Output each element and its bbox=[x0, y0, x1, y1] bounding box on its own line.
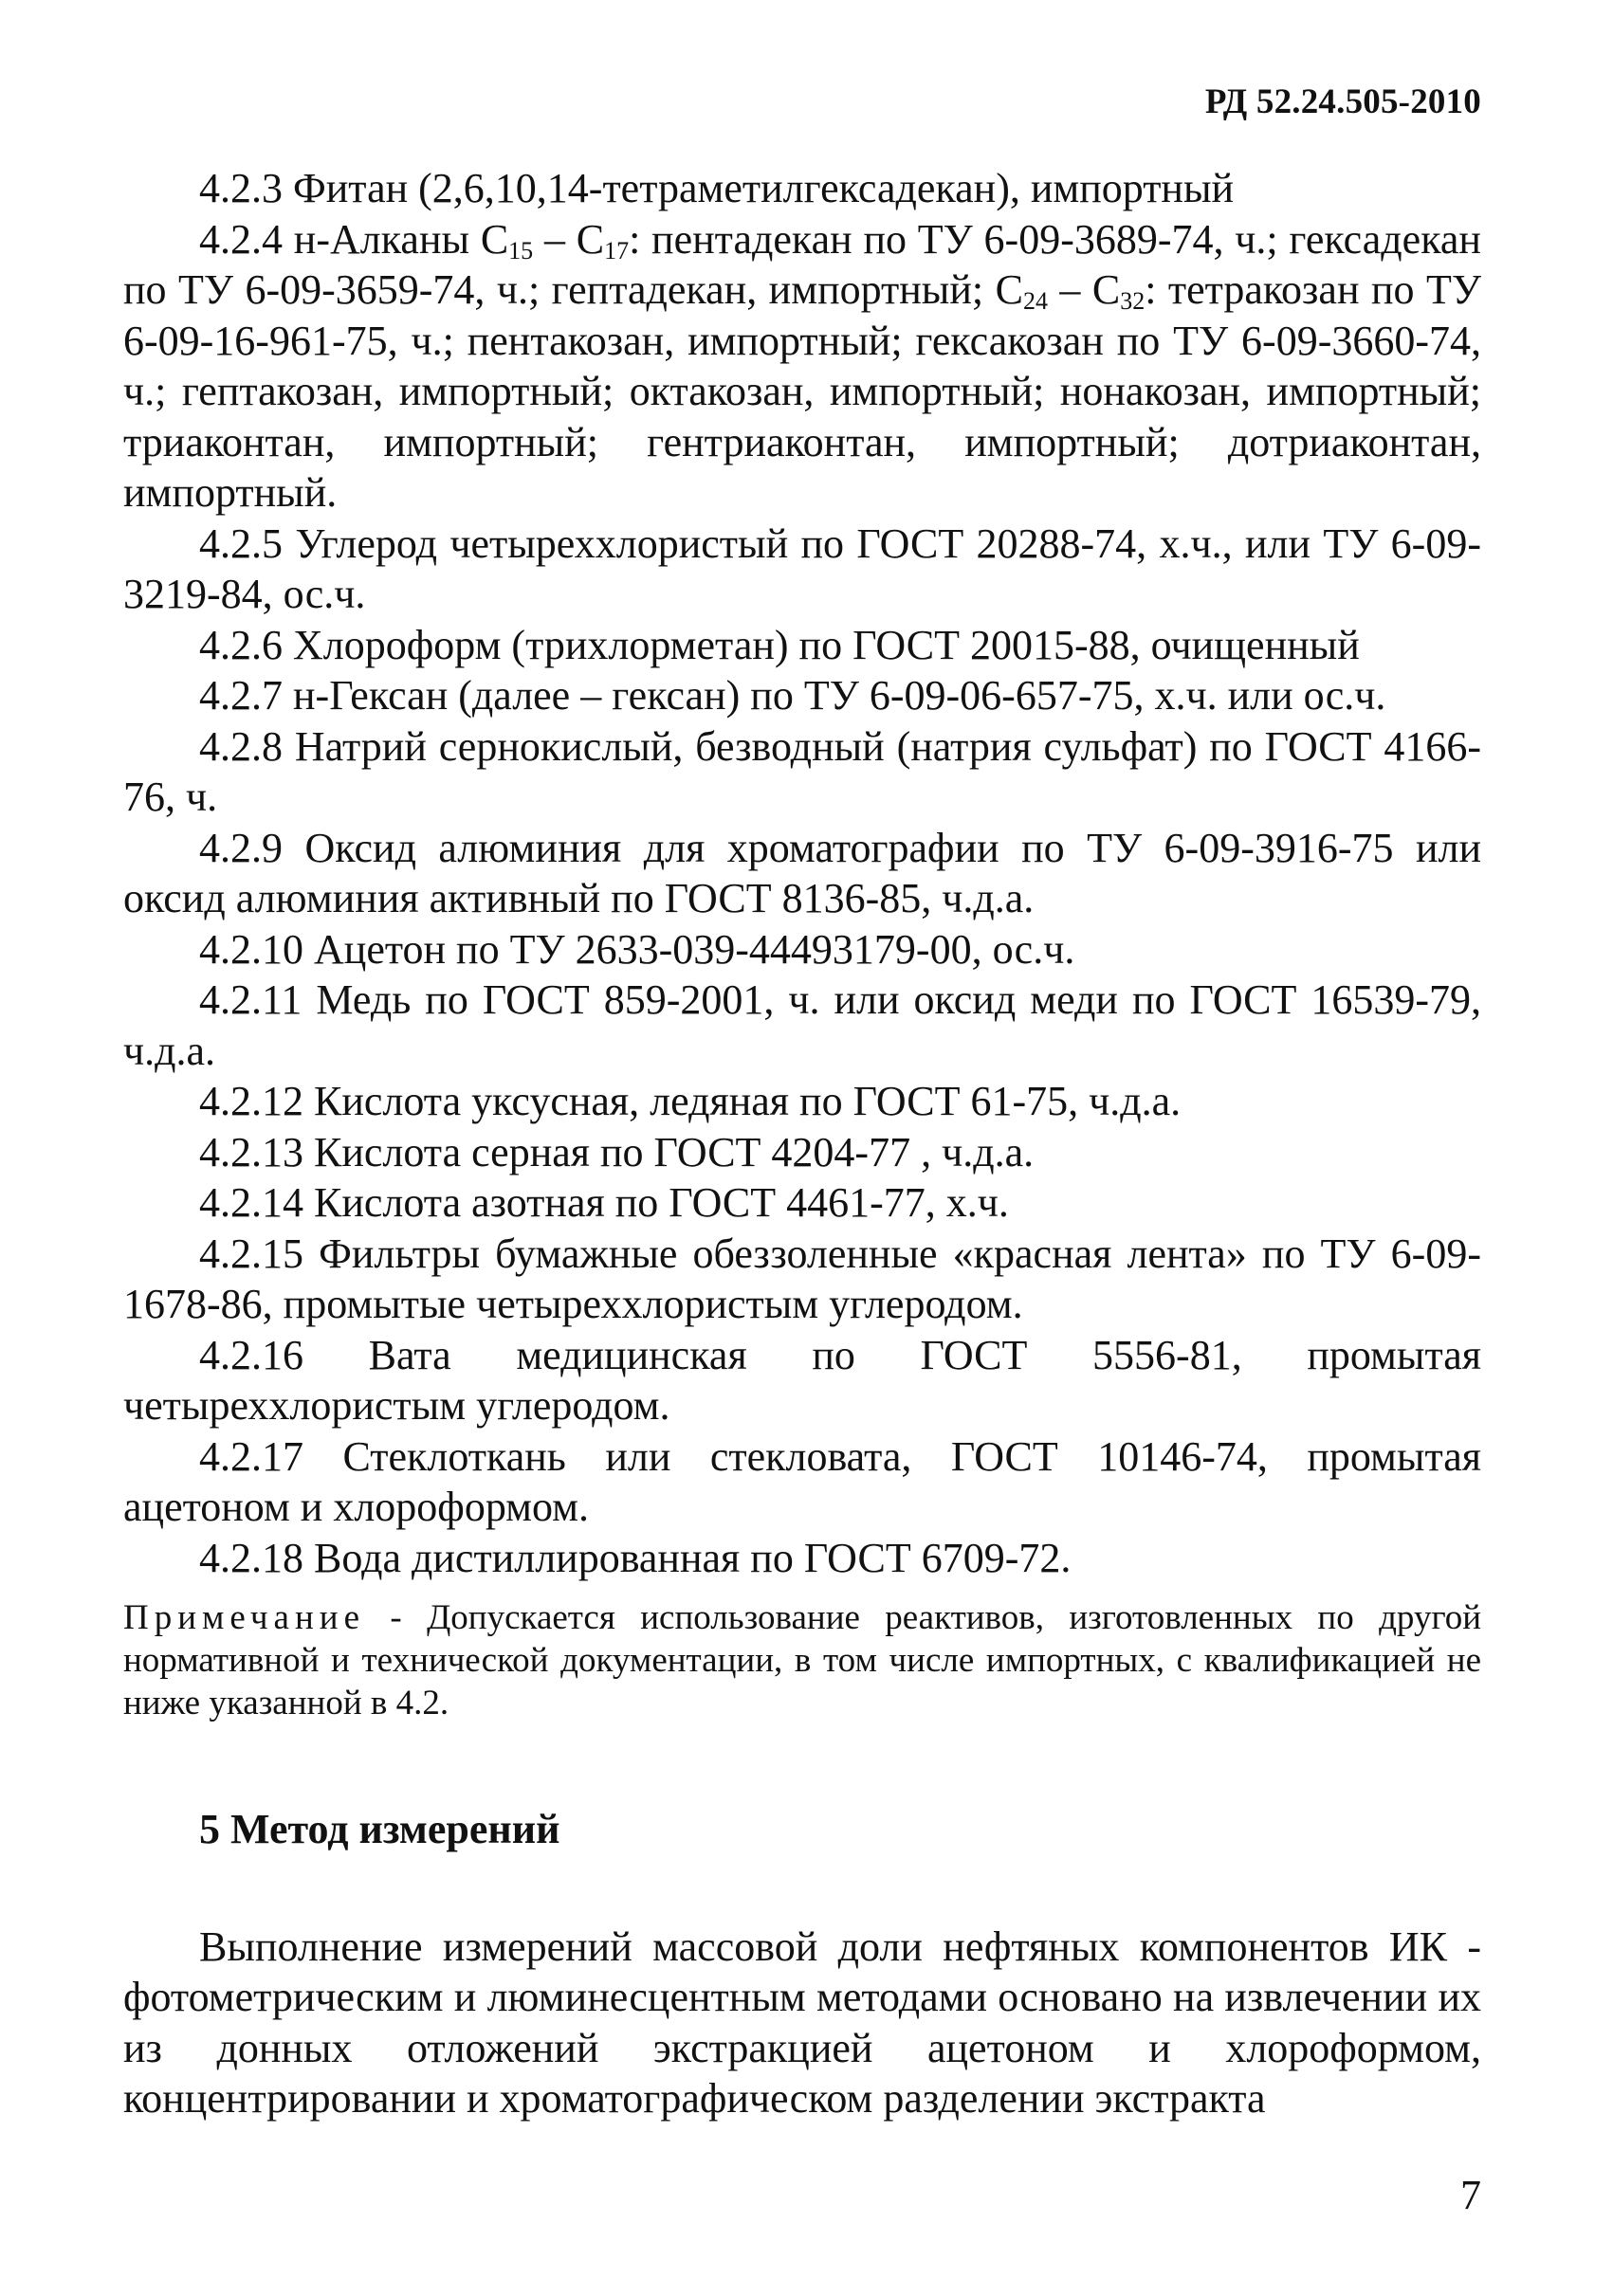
item-4-2-16: 4.2.16 Вата медицинская по ГОСТ 5556-81, промытая четыреххлористым углеродом. bbox=[123, 1331, 1481, 1429]
item-4-2-4 bbox=[123, 214, 1481, 519]
item-4-2-6: 4.2.6 Хлороформ (трихлорметан) по ГОСТ 20015-88, очищенный bbox=[199, 621, 1360, 668]
subscript: 15 bbox=[508, 236, 534, 264]
subscript: 32 bbox=[1120, 287, 1146, 315]
item-4-2-18: 4.2.18 Вода дистиллированная по ГОСТ 6709-72. bbox=[199, 1534, 1072, 1581]
item-4-2-4-part: 4.2.4 н-Алканы С bbox=[199, 215, 509, 263]
subscript: 17 bbox=[604, 236, 630, 264]
item-4-2-4-part: : пентадекан по ТУ 6-09-3689-74, ч.; гексадекан по ТУ 6-09-3659-74, ч.; гептадекан, импортный; С bbox=[123, 215, 1481, 313]
item-4-2-14: 4.2.14 Кислота азотная по ГОСТ 4461-77, х.ч. bbox=[199, 1179, 1009, 1226]
section-5-title: 5 Метод измерений bbox=[199, 1806, 560, 1852]
item-4-2-4-part: : тетракозан по ТУ 6-09-16-961-75, ч.; пентакозан, импортный; гексакозан по ТУ 6-09-3660-74, ч.; гептакозан, импортный; октакозан, импортный; нонакозан, импортный; триаконтан, импортный; гентриаконтан, импортный; дотриаконтан, импортный. bbox=[123, 266, 1481, 516]
item-4-2-11: 4.2.11 Медь по ГОСТ 859-2001, ч. или оксид меди по ГОСТ 16539-79, ч.д.а. bbox=[123, 976, 1481, 1074]
item-4-2-5: 4.2.5 Углерод четыреххлористый по ГОСТ 20288-74, х.ч., или ТУ 6-09-3219-84, ос.ч. bbox=[123, 519, 1481, 617]
item-4-2-17: 4.2.17 Стеклоткань или стекловата, ГОСТ 10146-74, промытая ацетоном и хлороформом. bbox=[123, 1432, 1481, 1530]
item-4-2-4-part: – С bbox=[533, 215, 605, 263]
section-5-body: Выполнение измерений массовой доли нефтяных компонентов ИК - фотометрическим и люминесцентным методами основано на извлечении их из донных отложений экстракцией ацетоном и хлороформом, концентрировании и хроматографическом разделении экстракта bbox=[123, 1922, 1481, 2122]
item-4-2-9: 4.2.9 Оксид алюминия для хроматографии по ТУ 6-09-3916-75 или оксид алюминия активный по ГОСТ 8136-85, ч.д.а. bbox=[123, 824, 1481, 921]
item-4-2-4-part: – С bbox=[1047, 266, 1121, 313]
item-4-2-10: 4.2.10 Ацетон по ТУ 2633-039-44493179-00, ос.ч. bbox=[199, 925, 1075, 973]
subscript: 24 bbox=[1022, 287, 1048, 315]
item-4-2-12: 4.2.12 Кислота уксусная, ледяная по ГОСТ 61-75, ч.д.а. bbox=[199, 1078, 1182, 1124]
item-4-2-13: 4.2.13 Кислота серная по ГОСТ 4204-77 , ч.д.а. bbox=[199, 1128, 1035, 1175]
page-number: 7 bbox=[1460, 2172, 1481, 2218]
main-content bbox=[123, 163, 1481, 2124]
item-4-2-7: 4.2.7 н-Гексан (далее – гексан) по ТУ 6-09-06-657-75, х.ч. или ос.ч. bbox=[199, 672, 1386, 719]
note-text: - Допускается использование реактивов, изготовленных по другой нормативной и технической документации, в том числе импортных, с квалификацией не ниже указанной в 4.2. bbox=[123, 1598, 1481, 1722]
document-code-header: РД 52.24.505-2010 bbox=[1204, 82, 1481, 121]
note-label: Примечание bbox=[123, 1598, 365, 1637]
item-4-2-8: 4.2.8 Натрий сернокислый, безводный (натрия сульфат) по ГОСТ 4166-76, ч. bbox=[123, 722, 1481, 820]
note-paragraph bbox=[123, 1596, 1481, 1724]
item-4-2-3: 4.2.3 Фитан (2,6,10,14-тетраметилгексадекан), импортный bbox=[199, 165, 1235, 211]
item-4-2-15: 4.2.15 Фильтры бумажные обеззоленные «красная лента» по ТУ 6-09-1678-86, промытые четыреххлористым углеродом. bbox=[123, 1230, 1481, 1327]
